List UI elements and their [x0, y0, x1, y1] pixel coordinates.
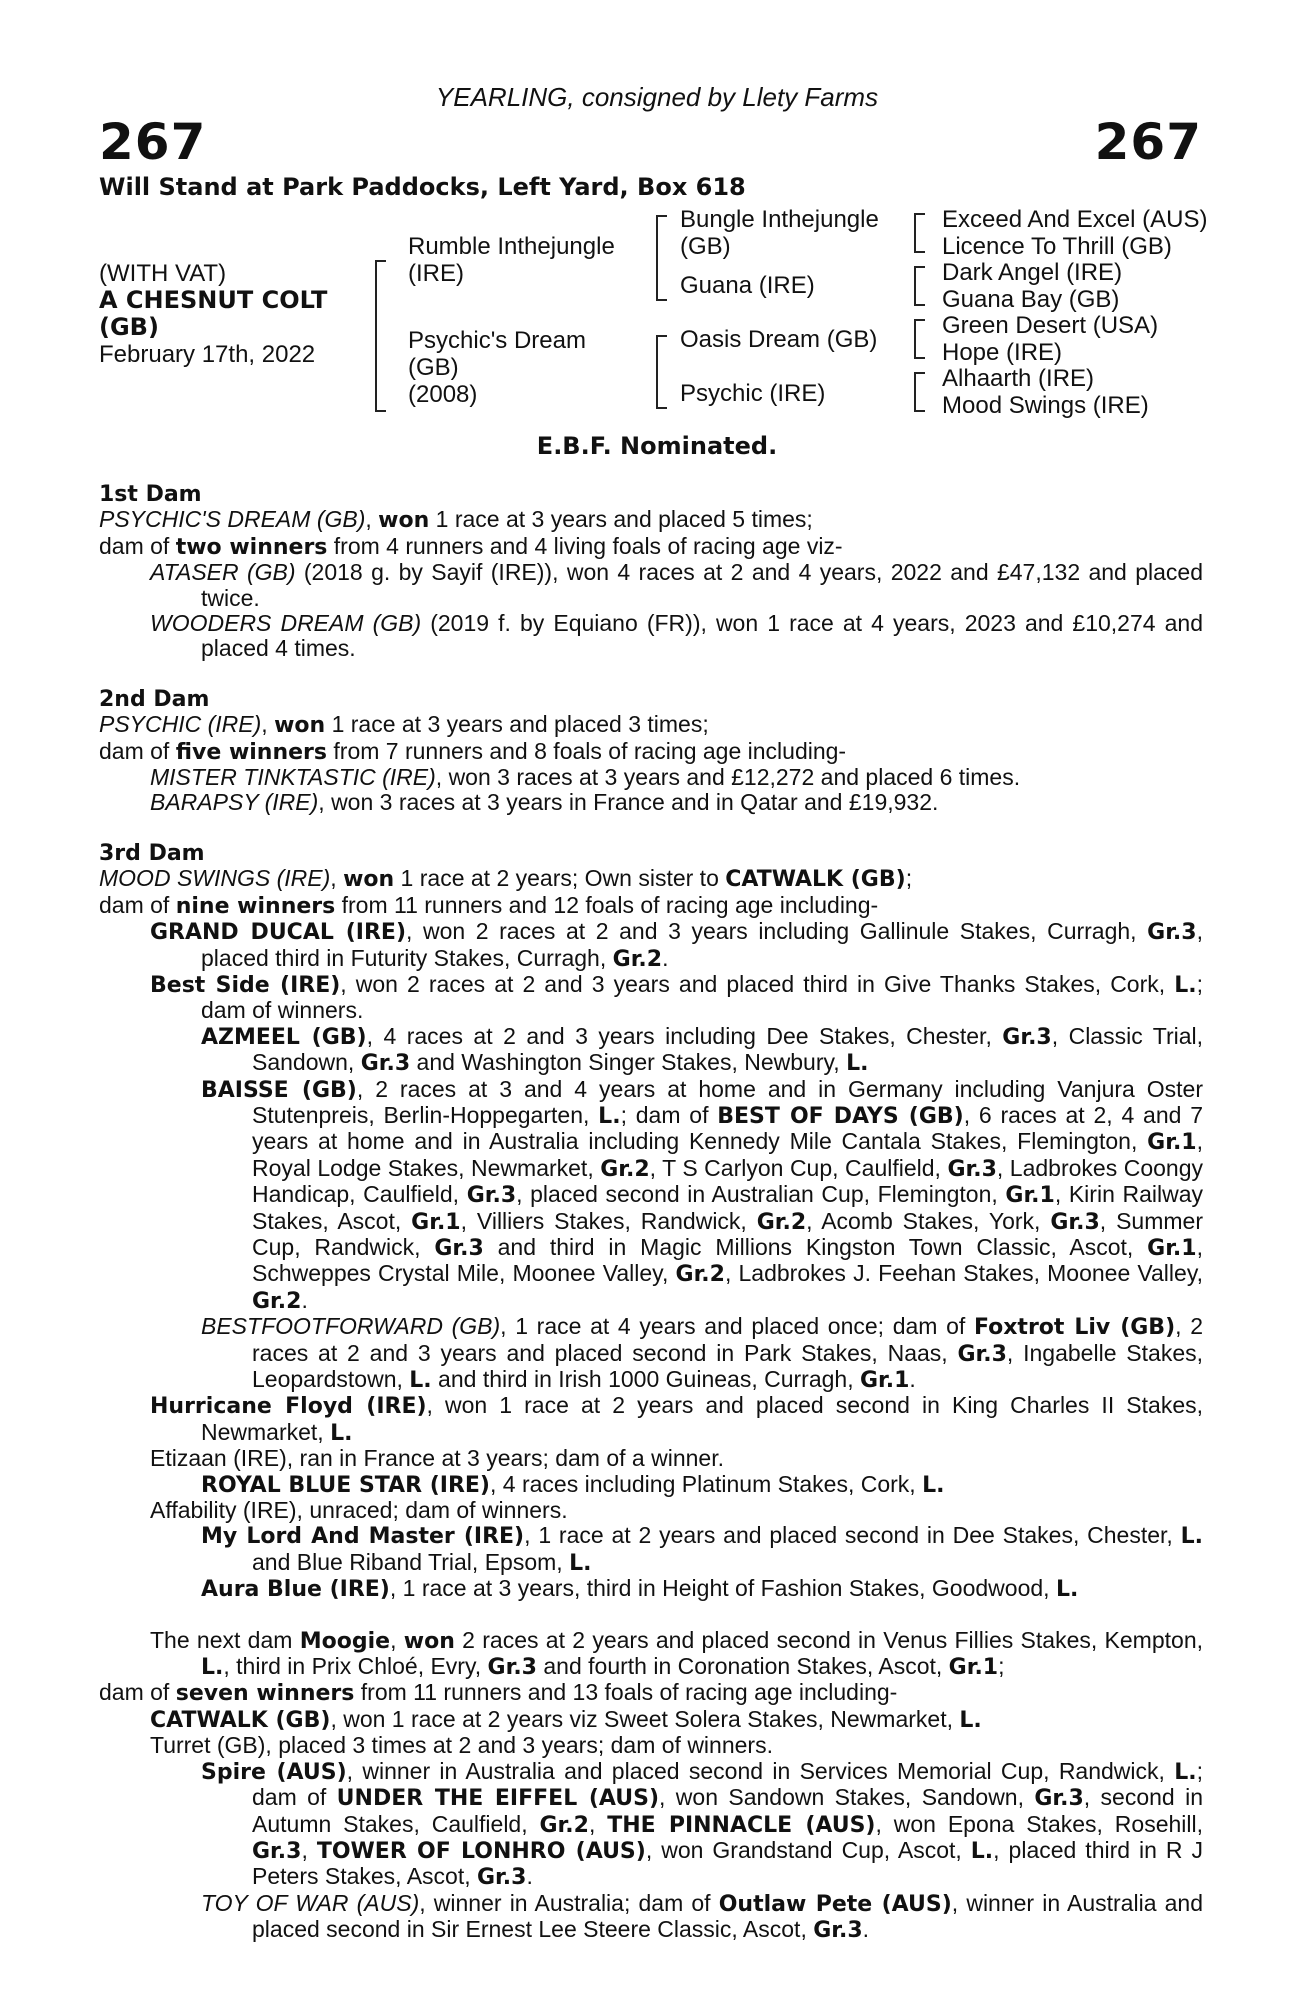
- bold-text: Gr.2: [539, 1812, 589, 1838]
- pedigree-entry: [99, 560, 1203, 611]
- text: .: [862, 1916, 870, 1943]
- pedigree-entry: [99, 1393, 1203, 1446]
- text: , placed third in R J Peters Stakes, Ascot,: [252, 1836, 1204, 1890]
- text: , 1 race at 3 years, third in Height of Fashion Stakes, Goodwood,: [389, 1575, 1056, 1602]
- bold-text: L.: [409, 1368, 432, 1393]
- text: .: [526, 1863, 533, 1890]
- italic-text: PSYCHIC (IRE): [99, 711, 262, 738]
- bold-text: Moogie: [299, 1628, 391, 1654]
- pedigree-entry: [99, 1759, 1203, 1891]
- dam-section-heading: [99, 841, 1203, 866]
- bold-text: BEST OF DAYS (GB): [717, 1103, 964, 1129]
- pedigree-entry: [99, 972, 1203, 1024]
- consignor-subtitle: YEARLING, consigned by Llety Farms: [435, 82, 879, 112]
- ebf-nomination: E.B.F. Nominated.: [536, 432, 778, 460]
- text: , Ingabelle Stakes, Leopardstown,: [252, 1339, 1203, 1392]
- bold-text: L.: [569, 1550, 592, 1576]
- text: Affability (IRE), unraced; dam of winners.: [150, 1497, 568, 1524]
- pedigree-brace-g3-2: [914, 266, 925, 306]
- bold-text: L.: [1055, 1577, 1079, 1603]
- text: Etizaan (IRE), ran in France at 3 years; dam of a winner.: [150, 1445, 724, 1472]
- text: from 11 runners and 13 foals of racing age including-: [354, 1679, 898, 1706]
- bold-text: Gr.3: [434, 1235, 484, 1261]
- g3-ancestor-8: Mood Swings (IRE): [942, 392, 1149, 419]
- bold-text: won: [378, 508, 430, 534]
- text: ; dam of: [620, 1101, 718, 1128]
- text: , winner in Australia and placed second in Sir Ernest Lee Steere Classic, Ascot,: [252, 1889, 1204, 1943]
- lot-number-right: 267: [1094, 113, 1202, 171]
- text: and Washington Singer Stakes, Newbury,: [410, 1049, 847, 1076]
- text: ,: [261, 711, 275, 738]
- text: ,: [588, 1810, 608, 1837]
- dam-sire-name: Oasis Dream (GB): [680, 326, 878, 353]
- bold-text: Aura Blue (IRE): [201, 1577, 390, 1603]
- sire-sire-country: (GB): [680, 233, 731, 260]
- bold-text: My Lord And Master (IRE): [201, 1524, 525, 1550]
- pedigree-entry: [99, 1628, 1203, 1681]
- text: ;: [998, 1653, 1005, 1680]
- dam-section-heading: [99, 687, 1203, 712]
- bold-text: UNDER THE EIFFEL (AUS): [336, 1786, 660, 1812]
- g3-ancestor-4: Guana Bay (GB): [942, 286, 1120, 313]
- bold-text: Gr.1: [411, 1209, 461, 1235]
- text: ,: [390, 1626, 404, 1653]
- text: 1 race at 3 years and placed 5 times;: [429, 506, 813, 533]
- bold-text: Gr.1: [1147, 1130, 1197, 1156]
- italic-text: WOODERS DREAM (GB): [150, 610, 422, 637]
- bold-text: Gr.2: [600, 1156, 650, 1182]
- bold-text: L.: [959, 1707, 982, 1733]
- italic-text: MISTER TINKTASTIC (IRE): [150, 764, 436, 791]
- text: , 1 race at 2 years and placed second in Dee Stakes, Chester,: [524, 1522, 1181, 1549]
- g3-ancestor-3: Dark Angel (IRE): [942, 259, 1123, 286]
- text: and fourth in Coronation Stakes, Ascot,: [536, 1653, 949, 1680]
- italic-text: PSYCHIC'S DREAM (GB): [99, 506, 366, 533]
- bold-text: Gr.3: [1147, 920, 1197, 946]
- text: , second in Autumn Stakes, Caulfield,: [252, 1784, 1203, 1837]
- text: dam of: [99, 891, 176, 918]
- bold-text: Outlaw Pete (AUS): [718, 1891, 952, 1917]
- bold-text: L.: [598, 1103, 621, 1129]
- bold-text: won: [343, 867, 395, 893]
- bold-text: L.: [201, 1655, 224, 1681]
- pedigree-entry: [99, 507, 1203, 533]
- bold-text: Gr.1: [948, 1655, 999, 1681]
- text: , won 2 races at 2 and 3 years and placed third in Give Thanks Stakes, Cork,: [340, 970, 1175, 997]
- bold-text: L.: [922, 1472, 945, 1498]
- text: , Summer Cup, Randwick,: [252, 1207, 1203, 1260]
- sire-dam-name: Guana (IRE): [680, 272, 815, 299]
- text: , won 1 race at 2 years and placed second in King Charles II Stakes, Newmarket,: [201, 1392, 1203, 1445]
- text: , T S Carlyon Cup, Caulfield,: [649, 1154, 948, 1181]
- text: from 4 runners and 4 living foals of racing age viz-: [327, 532, 843, 559]
- dam-dam-name: Psychic (IRE): [680, 380, 826, 407]
- pedigree-entry: [99, 1576, 1203, 1602]
- text: , won Sandown Stakes, Sandown,: [659, 1784, 1035, 1811]
- text: Turret (GB), placed 3 times at 2 and 3 years; dam of winners.: [150, 1732, 773, 1759]
- text: , won Epona Stakes, Rosehill,: [875, 1810, 1203, 1837]
- text: (2019 f. by Equiano (FR)), won 1 race at 4 years, 2023 and £10,274 and placed 4 times.: [201, 610, 1203, 662]
- bold-text: THE PINNACLE (AUS): [607, 1812, 876, 1838]
- text: 1 race at 2 years; Own sister to: [394, 865, 726, 892]
- text: , won 1 race at 2 years viz Sweet Solera Stakes, Newmarket,: [330, 1705, 960, 1732]
- produce-record: [99, 482, 1203, 1944]
- text: .: [301, 1286, 308, 1313]
- text: , winner in Australia and placed second in Services Memorial Cup, Randwick,: [346, 1757, 1175, 1784]
- text: ,: [365, 506, 379, 533]
- text: , Royal Lodge Stakes, Newmarket,: [252, 1128, 1203, 1181]
- pedigree-entry: [99, 611, 1203, 662]
- g3-ancestor-1: Exceed And Excel (AUS): [942, 206, 1208, 233]
- bold-text: Gr.3: [1050, 1209, 1100, 1235]
- bold-text: 2nd Dam: [99, 686, 210, 712]
- text: , placed third in Futurity Stakes, Curragh,: [201, 918, 1203, 971]
- pedigree-brace-g3-3: [914, 319, 925, 359]
- bold-text: L.: [846, 1051, 869, 1077]
- pedigree-entry: [99, 1680, 1203, 1706]
- bold-text: BAISSE (GB): [201, 1077, 357, 1103]
- horse-country: (GB): [99, 313, 159, 341]
- text: , Ladbrokes Coongy Handicap, Caulfield,: [252, 1154, 1204, 1208]
- italic-text: ATASER (GB): [150, 559, 296, 586]
- text: , winner in Australia; dam of: [419, 1889, 719, 1916]
- bold-text: two winners: [175, 534, 328, 560]
- text: , Ladbrokes J. Feehan Stakes, Moonee Valley,: [724, 1260, 1204, 1287]
- bold-text: ROYAL BLUE STAR (IRE): [201, 1472, 490, 1498]
- bold-text: AZMEEL (GB): [201, 1024, 367, 1050]
- pedigree-brace-dam-side: [656, 335, 667, 409]
- text: and third in Irish 1000 Guineas, Curragh,: [431, 1366, 860, 1392]
- g3-ancestor-5: Green Desert (USA): [942, 312, 1159, 339]
- text: ;: [905, 865, 913, 892]
- foaling-date: February 17th, 2022: [99, 341, 316, 368]
- lot-number-left: 267: [99, 113, 207, 171]
- g3-ancestor-2: Licence To Thrill (GB): [942, 233, 1172, 260]
- bold-text: Gr.3: [1002, 1024, 1052, 1050]
- pedigree-entry: [99, 534, 1203, 560]
- bold-text: Gr.2: [612, 946, 663, 972]
- text: 1 race at 3 years and placed 3 times;: [325, 711, 709, 738]
- pedigree-entry: [99, 1024, 1203, 1077]
- text: , Schweppes Crystal Mile, Moonee Valley,: [252, 1233, 1203, 1287]
- italic-text: BARAPSY (IRE): [150, 789, 319, 816]
- sire-name: Rumble Inthejungle: [408, 233, 615, 260]
- text: , 4 races including Platinum Stakes, Cork,: [489, 1470, 923, 1497]
- bold-text: won: [403, 1628, 455, 1654]
- bold-text: Gr.1: [859, 1368, 910, 1393]
- bold-text: L.: [1174, 972, 1197, 998]
- text: , Classic Trial, Sandown,: [252, 1022, 1204, 1076]
- pedigree-entry: [99, 1733, 1203, 1758]
- bold-text: Gr.3: [1034, 1786, 1084, 1812]
- text: , 2 races at 2 and 3 years and placed second in Park Stakes, Naas,: [252, 1313, 1203, 1366]
- pedigree-brace-g3-1: [914, 213, 925, 253]
- pedigree-entry: [99, 1891, 1203, 1944]
- bold-text: Gr.2: [252, 1288, 302, 1314]
- vat-note: (WITH VAT): [99, 260, 227, 287]
- bold-text: L.: [330, 1420, 353, 1446]
- text: , 4 races at 2 and 3 years including Dee Stakes, Chester,: [366, 1022, 1003, 1049]
- text: from 7 runners and 8 foals of racing age including-: [327, 737, 847, 764]
- text: , third in Prix Chloé, Evry,: [223, 1653, 488, 1680]
- text: , placed second in Australian Cup, Flemington,: [516, 1181, 1006, 1208]
- pedigree-entry: [99, 866, 1203, 892]
- bold-text: Gr.3: [813, 1918, 863, 1944]
- bold-text: Gr.3: [957, 1341, 1007, 1367]
- pedigree-entry: [99, 790, 1203, 815]
- bold-text: won: [274, 713, 326, 739]
- bold-text: Gr.3: [466, 1183, 517, 1209]
- dam-year: (2008): [408, 381, 478, 408]
- bold-text: 3rd Dam: [99, 840, 205, 866]
- text: dam of: [99, 737, 176, 764]
- text: dam of: [99, 532, 176, 559]
- bold-text: 1st Dam: [99, 482, 202, 507]
- bold-text: Gr.2: [675, 1262, 725, 1288]
- bold-text: five winners: [175, 739, 328, 765]
- bold-text: L.: [1174, 1759, 1197, 1785]
- text: 2 races at 2 years and placed second in Venus Fillies Stakes, Kempton,: [454, 1626, 1204, 1653]
- bold-text: GRAND DUCAL (IRE): [150, 920, 406, 946]
- text: , 2 races at 3 and 4 years at home and in Germany including Vanjura Oster Stutenpreis, Berlin-Hoppegarten,: [252, 1075, 1203, 1128]
- text: , 6 races at 2, 4 and 7 years at home and in Australia including Kennedy Mile Cantala Stakes, Flemington,: [252, 1101, 1203, 1155]
- italic-text: MOOD SWINGS (IRE): [99, 865, 331, 892]
- bold-text: Gr.2: [756, 1209, 807, 1235]
- pedigree-brace-g3-4: [914, 372, 925, 412]
- pedigree-brace-sire-side: [656, 215, 667, 301]
- g3-ancestor-6: Hope (IRE): [942, 339, 1063, 366]
- bold-text: Gr.3: [477, 1865, 527, 1891]
- text: .: [662, 944, 669, 971]
- text: and third in Magic Millions Kingston Town Classic, Ascot,: [483, 1233, 1148, 1260]
- pedigree-entry: [99, 893, 1203, 919]
- pedigree-entry: [99, 1314, 1203, 1393]
- pedigree-entry: [99, 1707, 1203, 1733]
- dam-section-heading: [99, 482, 1203, 507]
- pedigree-entry: [99, 712, 1203, 738]
- dam-name: Psychic's Dream: [408, 327, 586, 354]
- text: and Blue Riband Trial, Epsom,: [252, 1548, 570, 1575]
- pedigree-entry: [99, 1077, 1203, 1315]
- text: , won 3 races at 3 years in France and in Qatar and £19,932.: [318, 789, 939, 816]
- bold-text: Hurricane Floyd (IRE): [150, 1394, 427, 1420]
- text: from 11 runners and 12 foals of racing age including-: [335, 891, 879, 918]
- text: , won Grandstand Cup, Ascot,: [645, 1836, 971, 1863]
- text: , Villiers Stakes, Randwick,: [460, 1207, 757, 1234]
- italic-text: BESTFOOTFORWARD (GB): [201, 1313, 501, 1340]
- italic-text: TOY OF WAR (AUS): [201, 1889, 420, 1916]
- text: .: [909, 1366, 916, 1392]
- bold-text: Gr.1: [1147, 1235, 1197, 1261]
- bold-text: Gr.3: [360, 1051, 411, 1077]
- text: ; dam of: [252, 1757, 1204, 1811]
- g3-ancestor-7: Alhaarth (IRE): [942, 365, 1095, 392]
- pedigree-entry: [99, 1498, 1203, 1523]
- bold-text: Spire (AUS): [201, 1759, 347, 1785]
- bold-text: L.: [1180, 1524, 1204, 1550]
- bold-text: CATWALK (GB): [725, 867, 906, 893]
- bold-text: L.: [970, 1838, 994, 1864]
- bold-text: Best Side (IRE): [150, 972, 341, 998]
- pedigree-brace-gen1: [375, 260, 386, 412]
- pedigree-entry: [99, 1472, 1203, 1498]
- bold-text: Gr.3: [487, 1655, 537, 1681]
- text: , won 3 races at 3 years and £12,272 and placed 6 times.: [435, 764, 1021, 791]
- bold-text: TOWER OF LONHRO (AUS): [316, 1838, 646, 1864]
- sire-country: (IRE): [408, 260, 464, 287]
- pedigree-entry: [99, 765, 1203, 790]
- text: ,: [301, 1836, 317, 1863]
- bold-text: Foxtrot Liv (GB): [973, 1315, 1176, 1341]
- text: , Kirin Railway Stakes, Ascot,: [252, 1181, 1203, 1234]
- bold-text: Gr.1: [1005, 1183, 1055, 1209]
- stand-location: Will Stand at Park Paddocks, Left Yard, Box 618: [99, 173, 746, 201]
- bold-text: seven winners: [175, 1681, 355, 1707]
- text: , Acomb Stakes, York,: [806, 1207, 1051, 1234]
- pedigree-entry: [99, 1523, 1203, 1576]
- text: The next dam: [150, 1626, 300, 1653]
- bold-text: nine winners: [175, 893, 336, 919]
- horse-name: A CHESNUT COLT: [99, 286, 328, 314]
- text: , 1 race at 4 years and placed once; dam of: [500, 1313, 974, 1340]
- text: dam of: [99, 1679, 176, 1706]
- dam-country: (GB): [408, 354, 459, 381]
- pedigree-entry: [99, 1446, 1203, 1471]
- pedigree-entry: [99, 739, 1203, 765]
- bold-text: Gr.3: [252, 1838, 302, 1864]
- text: ,: [330, 865, 344, 892]
- sire-sire-name: Bungle Inthejungle: [680, 206, 879, 233]
- text: , won 2 races at 2 and 3 years including Gallinule Stakes, Curragh,: [406, 918, 1148, 945]
- text: ; dam of winners.: [201, 970, 1203, 1024]
- text: (2018 g. by Sayif (IRE)), won 4 races at 2 and 4 years, 2022 and £47,132 and placed twice.: [201, 559, 1203, 611]
- bold-text: CATWALK (GB): [150, 1707, 331, 1733]
- pedigree-entry: [99, 919, 1203, 972]
- bold-text: Gr.3: [947, 1156, 997, 1182]
